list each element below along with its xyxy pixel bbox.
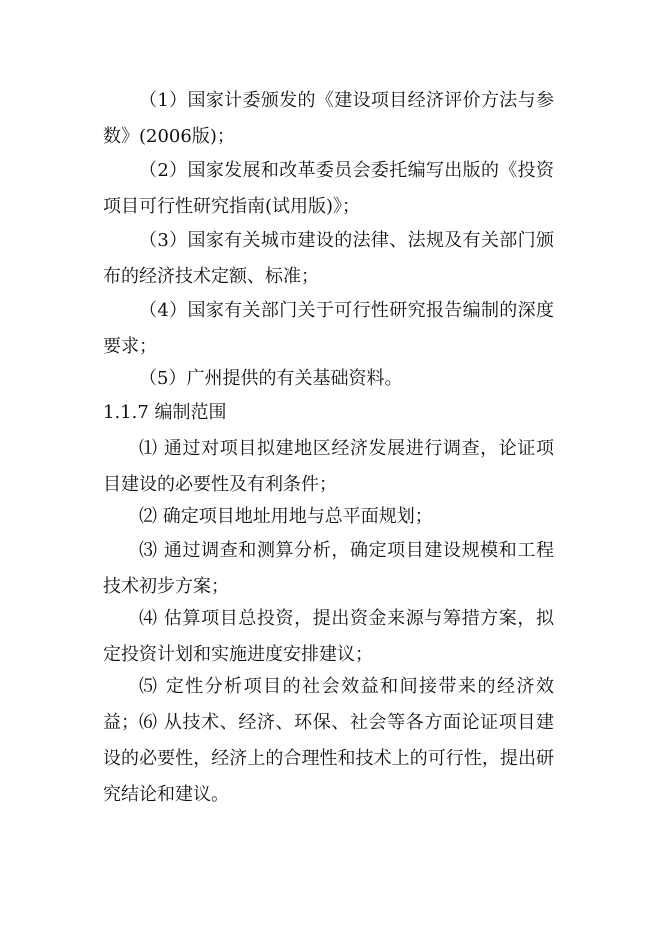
scope-item-5: ⑸ 定性分析项目的社会效益和间接带来的经济效益； bbox=[103, 676, 554, 733]
scope-item-4: ⑷ 估算项目总投资，提出资金来源与筹措方案，拟定投资计划和实施进度安排建议； bbox=[103, 608, 554, 665]
basis-item-1: （1）国家计委颁发的《建设项目经济评价方法与参数》(2006版)； bbox=[103, 90, 554, 147]
basis-item-3: （3）国家有关城市建设的法律、法规及有关部门颁布的经济技术定额、标准； bbox=[103, 230, 554, 287]
scope-item-3: ⑶ 通过调查和测算分析，确定项目建设规模和工程技术初步方案； bbox=[103, 540, 554, 597]
scope-item-1: ⑴ 通过对项目拟建地区经济发展进行调查，论证项目建设的必要性及有利条件； bbox=[103, 438, 554, 495]
section-heading: 1.1.7 编制范围 bbox=[103, 402, 227, 423]
basis-item-2: （2）国家发展和改革委员会委托编写出版的《投资项目可行性研究指南(试用版)》； bbox=[103, 160, 554, 217]
scope-item-2: ⑵ 确定项目地址用地与总平面规划； bbox=[139, 506, 433, 527]
basis-item-5: （5）广州提供的有关基础资料。 bbox=[139, 368, 403, 389]
basis-item-4: （4）国家有关部门关于可行性研究报告编制的深度要求； bbox=[103, 300, 554, 357]
scope-item-6: ⑹ 从技术、经济、环保、社会等各方面论证项目建设的必要性，经济上的合理性和技术上的可行性，提出研究结论和建议。 bbox=[103, 712, 554, 805]
